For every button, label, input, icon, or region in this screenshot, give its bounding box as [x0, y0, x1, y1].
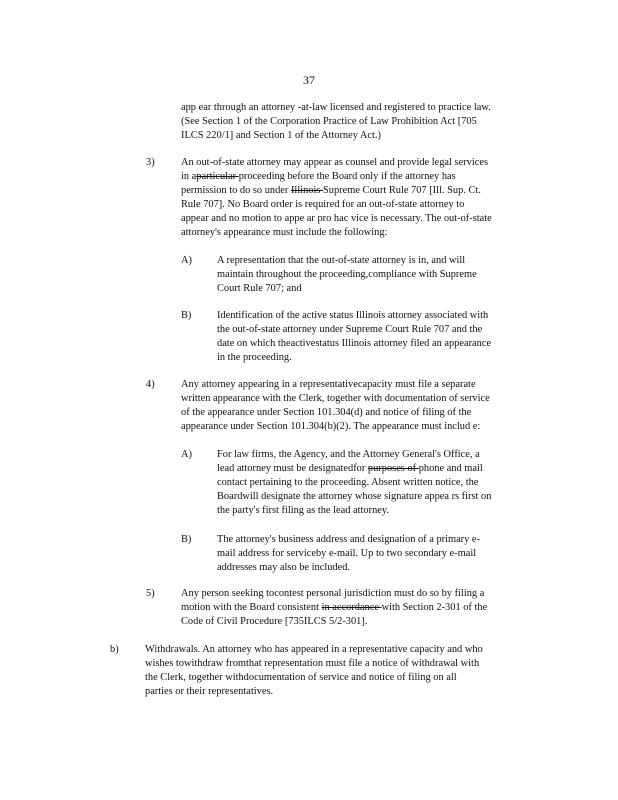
- struck-text: in accordance: [321, 602, 382, 613]
- text-run: lead attorney must be designatedfor: [217, 463, 368, 474]
- text-run: phone and mail: [418, 463, 483, 474]
- text-run: with Section 2-301 of the: [381, 602, 488, 613]
- text-line: app ear through an attorney -at-law licensed and registered to practice law.: [181, 102, 491, 113]
- struck-text: Illinois: [290, 185, 324, 196]
- text-line: mail address for serviceby e-mail. Up to two secondary e-mail: [217, 548, 477, 559]
- text-line: ILCS 220/1] and Section 1 of the Attorney Act.): [181, 130, 381, 141]
- item-3-paragraph: [181, 156, 541, 240]
- text-line: (See Section 1 of the Corporation Practice of Law Prohibition Act [705: [181, 116, 477, 127]
- text-line: Court Rule 707; and: [217, 283, 302, 294]
- text-line: [181, 170, 541, 184]
- item-4a-paragraph: [217, 448, 537, 518]
- text-line: the party's first filing as the lead attorney.: [217, 505, 390, 516]
- text-line: appear and no motion to appe ar pro hac vice is necessary. The out-of-state: [181, 213, 492, 224]
- item-4a-label: A): [181, 449, 192, 460]
- text-line: [181, 184, 541, 198]
- item-3-label: 3): [146, 157, 155, 168]
- item-3a-paragraph: [217, 254, 527, 296]
- text-line: Rule 707]. No Board order is required for an out-of-state attorney to: [181, 199, 465, 210]
- text-line: the Clerk, together withdocumentation of service and notice of filing on all: [145, 672, 457, 683]
- item-4-label: 4): [146, 379, 155, 390]
- item-3a-label: A): [181, 255, 192, 266]
- text-line: [181, 601, 541, 615]
- item-b-label: b): [110, 644, 119, 655]
- text-line: Any person seeking tocontest personal jurisdiction must do so by filing a: [181, 588, 485, 599]
- text-line: addresses may also be included.: [217, 562, 351, 573]
- text-run: in a: [181, 171, 197, 182]
- text-line: of the appearance under Section 101.304(d) and notice of filing of the: [181, 407, 472, 418]
- item-4b-label: B): [181, 534, 192, 545]
- text-line: Boardwill designate the attorney whose signature appea rs first on: [217, 491, 492, 502]
- intro-paragraph: [181, 101, 541, 143]
- text-run: motion with the Board consistent: [181, 602, 322, 613]
- text-line: An out-of-state attorney may appear as counsel and provide legal services: [181, 157, 488, 168]
- item-3b-paragraph: [217, 309, 527, 365]
- text-line: contact pertaining to the proceeding. Absent written notice, the: [217, 477, 479, 488]
- text-line: attorney's appearance must include the following:: [181, 227, 388, 238]
- text-line: Any attorney appearing in a representativecapacity must file a separate: [181, 379, 476, 390]
- struck-text: purposes of: [367, 463, 419, 474]
- text-line: wishes towithdraw fromthat representation must file a notice of withdrawal with: [145, 658, 480, 669]
- text-run: proceeding before the Board only if the attorney has: [238, 171, 456, 182]
- text-line: maintain throughout the proceeding,compliance with Supreme: [217, 269, 477, 280]
- struck-text: particular: [196, 171, 239, 182]
- page-number: 37: [303, 73, 315, 87]
- text-line: the out-of-state attorney under Supreme Court Rule 707 and the: [217, 324, 483, 335]
- text-line: Withdrawals. An attorney who has appeared in a representative capacity and who: [145, 644, 483, 655]
- text-line: parties or their representatives.: [145, 686, 274, 697]
- item-4b-paragraph: [217, 533, 527, 575]
- text-run: permission to do so under: [181, 185, 291, 196]
- text-line: written appearance with the Clerk, together with documentation of service: [181, 393, 490, 404]
- text-line: [217, 462, 537, 476]
- text-line: The attorney's business address and designation of a primary e-: [217, 534, 481, 545]
- text-line: date on which theactivestatus Illinois attorney filed an appearance: [217, 338, 492, 349]
- item-3b-label: B): [181, 310, 192, 321]
- text-line: For law firms, the Agency, and the Attorney General's Office, a: [217, 449, 480, 460]
- text-line: Code of Civil Procedure [735ILCS 5/2-301].: [181, 616, 368, 627]
- text-line: appearance under Section 101.304(b)(2). The appearance must includ e:: [181, 421, 481, 432]
- item-5-label: 5): [146, 588, 155, 599]
- text-line: A representation that the out-of-state attorney is in, and will: [217, 255, 466, 266]
- text-line: Identification of the active status Illinois attorney associated with: [217, 310, 489, 321]
- item-5-paragraph: [181, 587, 541, 629]
- text-run: Supreme Court Rule 707 [Ill. Sup. Ct.: [323, 185, 481, 196]
- item-b-paragraph: [145, 643, 540, 699]
- item-4-paragraph: [181, 378, 541, 434]
- text-line: in the proceeding.: [217, 352, 292, 363]
